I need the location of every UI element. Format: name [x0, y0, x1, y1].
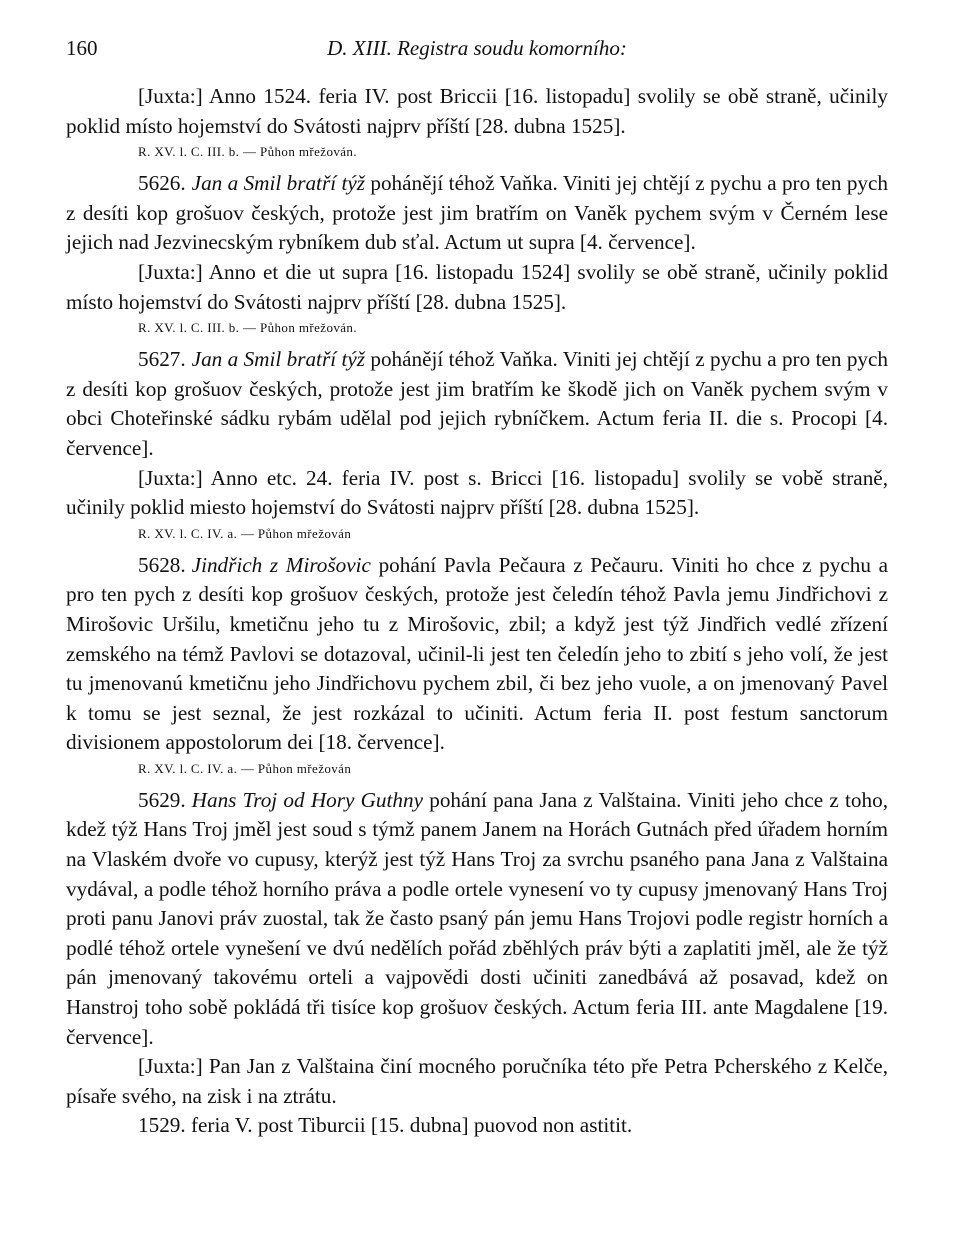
entry-parties: Hans Troj od Hory Guthny	[191, 787, 423, 812]
paragraph: [Juxta:] Anno etc. 24. feria IV. post s. Bricci [16. listopadu] svolily se vobě straně, učinily poklid miesto hojemství do Svátosti najprv příští [28. dubna 1525].	[66, 465, 888, 520]
entry-parties: Jan a Smil bratří týž	[191, 171, 365, 196]
entry-number: 5629.	[138, 787, 186, 812]
page-number: 160	[66, 36, 98, 60]
paragraph: 1529. feria V. post Tiburcii [15. dubna] puovod non astitit.	[138, 1113, 633, 1138]
paragraph: [Juxta:] Anno 1524. feria IV. post Briccii [16. listopadu] svolily se obě straně, učinily poklid místo hojemství do Svátosti najprv příští [28. dubna 1525].	[66, 84, 888, 138]
entry-text: pohánějí téhož Vaňka. Viniti jej chtějí z pychu a pro ten pych z desíti kop grošuov českých, protože jest jim bratřím ke škodě jich on Vaněk pychem svým v obci Choteřinské sádku rybám udělal pod jejich rybníčkem. Actum feria II. die s. Procopi [4. července].	[66, 347, 889, 460]
register-entry	[66, 345, 888, 463]
paragraph: [Juxta:] Pan Jan z Valštaina činí mocného poručníka této pře Petra Pcherského z Kelče, písaře svého, na zisk i na ztrátu.	[66, 1054, 888, 1108]
entry-text: pohánějí téhož Vaňka. Viniti jej chtějí z pychu a pro ten pych z desíti kop grošuov českých, protože jest jim bratřím on Vaněk pychem svým v Černém lese jejich nad Jezvinecským rybníkem dub sťal. Actum ut supra [4. července].	[66, 171, 889, 255]
register-entry	[66, 786, 888, 1052]
register-entry	[66, 169, 888, 258]
page-header	[66, 36, 888, 62]
archival-reference-note: R. XV. l. C. IV. a. — Půhon mřežován	[138, 760, 352, 776]
paragraph: [Juxta:] Anno et die ut supra [16. listopadu 1524] svolily se obě straně, učinily poklid místo hojemství do Svátosti najprv příští [28. dubna 1525].	[66, 259, 888, 314]
entry-number: 5627.	[138, 347, 186, 372]
entry-text: pohání Pavla Pečaura z Pečauru. Viniti ho chce z pychu a pro ten pych z desíti kop grošuov českých, protože jest čeledín téhož Pavla jemu Jindřichovi z Mirošovic Uršilu, kmetičnu jeho tu z Mirošovic, zbil; a když jest týž Jindřich vedlé zřízení zemského na témž Pavlovi se dotazoval, učinil-li jest ten čeledín jeho to zbití s jeho volí, že jest tu jmenovanú kmetičnu jeho Jindřichovu pychem zbil, či bez jeho vuole, a on jmenovaný Pavel k tomu se jest seznal, že jest rozkázal to učiniti. Actum feria II. post festum sanctorum divisionem appostolorum dei [18. července].	[66, 552, 888, 755]
entry-number: 5626.	[138, 171, 186, 196]
entry-parties: Jan a Smil bratří týž	[191, 347, 365, 372]
running-title: D. XIII. Registra soudu komorního:	[327, 36, 627, 60]
archival-reference-note: R. XV. l. C. III. b. — Půhon mřežován.	[138, 144, 357, 160]
archival-reference-note: R. XV. l. C. III. b. — Půhon mřežován.	[138, 320, 357, 336]
entry-number: 5628.	[138, 552, 186, 577]
register-entry	[66, 551, 888, 758]
entry-text: pohání pana Jana z Valštaina. Viniti jeho chce z toho, kdež týž Hans Troj jměl jest soud s týmž panem Janem na Horách Gutnách před úřadem horním na Vlaském dvoře vo cupusy, kterýž jest týž Hans Troj za svrchu psaného pana Jana z Valštaina vydával, a podle téhož horního práva a podle ortele vynesení vo ty cupusy jmenovaný Hans Troj proti panu Janovi práv zuostal, tak že často psaný pán jemu Hans Trojovi podle registr horních a podlé téhož ortele vynešení ve dvú nedělích pořád zběhlých práv býti a zaplatiti jměl, ale že týž pán jmenovaný takovému orteli a vajpovědi dosti učiniti zanedbává až posavad, kdež on Hanstroj toho sobě pokládá tři tisíce kop grošuov českých. Actum feria III. ante Magdalene [19. července].	[66, 787, 888, 1049]
document-body	[66, 82, 888, 1141]
archival-reference-note: R. XV. l. C. IV. a. — Půhon mřežován	[138, 525, 352, 541]
entry-parties: Jindřich z Mirošovic	[191, 552, 371, 577]
